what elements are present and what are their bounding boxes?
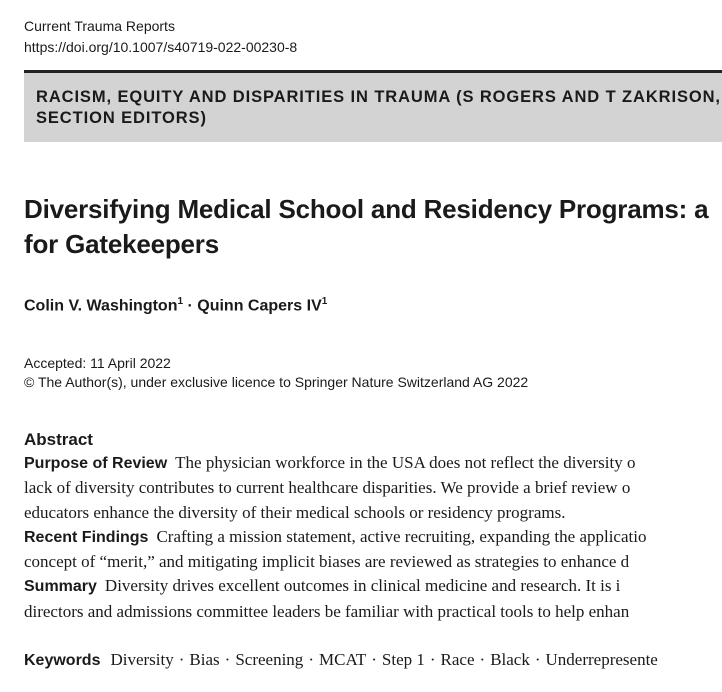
keyword-separator: · — [429, 650, 436, 669]
keyword-item[interactable]: Black — [490, 650, 530, 669]
title-line: Diversifying Medical School and Residency Programs: a — [24, 194, 709, 224]
section-heading-line: RACISM, EQUITY AND DISPARITIES IN TRAUMA (S ROGERS AND T ZAKRISON, — [36, 88, 721, 106]
keywords-label: Keywords — [24, 652, 101, 669]
author-separator: · — [183, 297, 198, 315]
keyword-list — [110, 650, 657, 669]
author-list — [24, 296, 327, 315]
keyword-item[interactable]: Screening — [235, 650, 304, 669]
journal-name: Current Trauma Reports — [24, 18, 175, 34]
abstract-line — [24, 451, 722, 476]
abstract-line: concept of “merit,” and mitigating implicit biases are reviewed as strategies to enhance d — [24, 552, 630, 572]
title-line: for Gatekeepers — [24, 229, 219, 259]
author-affiliation: 1 — [177, 296, 184, 307]
accepted-date: Accepted: 11 April 2022 — [24, 355, 171, 371]
article-dates — [24, 354, 528, 392]
keyword-item[interactable]: MCAT — [318, 650, 367, 669]
keyword-separator: · — [534, 650, 541, 669]
keyword-item[interactable]: Bias — [189, 650, 220, 669]
author-affiliation: 1 — [321, 296, 328, 307]
section-heading — [36, 87, 721, 129]
keyword-separator: · — [178, 650, 185, 669]
abstract-heading: Abstract — [24, 430, 93, 449]
keyword-item[interactable]: Race — [440, 650, 475, 669]
findings-label: Recent Findings — [24, 528, 149, 546]
keyword-separator: · — [479, 650, 486, 669]
section-banner — [24, 73, 722, 142]
abstract-line: lack of diversity contributes to current healthcare disparities. We provide a brief review o — [24, 478, 631, 498]
author-name[interactable]: Quinn Capers IV — [197, 297, 322, 315]
abstract-line: educators enhance the diversity of their medical schools or residency programs. — [24, 502, 566, 522]
abstract-line — [24, 525, 722, 550]
author-name[interactable]: Colin V. Washington — [24, 297, 178, 315]
keyword-item[interactable]: Underrepresente — [545, 650, 658, 669]
section-heading-line: SECTION EDITORS) — [36, 109, 207, 127]
summary-label: Summary — [24, 578, 97, 596]
keyword-separator: · — [308, 650, 314, 669]
keyword-item[interactable]: Step 1 — [381, 650, 425, 669]
purpose-label: Purpose of Review — [24, 455, 168, 472]
journal-header — [24, 16, 297, 58]
keyword-separator: · — [371, 650, 377, 669]
doi-link[interactable]: https://doi.org/10.1007/s40719-022-00230-8 — [24, 39, 298, 55]
abstract-text: The physician workforce in the USA does not reflect the diversity o — [175, 453, 636, 472]
copyright-notice: © The Author(s), under exclusive licence to Springer Nature Switzerland AG 2022 — [24, 374, 529, 390]
abstract-line: directors and admissions committee leaders be familiar with practical tools to help enhan — [24, 601, 630, 621]
abstract-line — [24, 574, 722, 599]
abstract-text: Crafting a mission statement, active recruiting, expanding the applicatio — [156, 526, 647, 546]
abstract-text: Diversity drives excellent outcomes in clinical medicine and research. It is i — [104, 576, 621, 596]
article-title — [24, 192, 708, 262]
keyword-separator: · — [224, 650, 231, 669]
abstract-section — [24, 429, 722, 624]
keyword-item[interactable]: Diversity — [110, 650, 174, 669]
keywords-section — [24, 650, 658, 670]
